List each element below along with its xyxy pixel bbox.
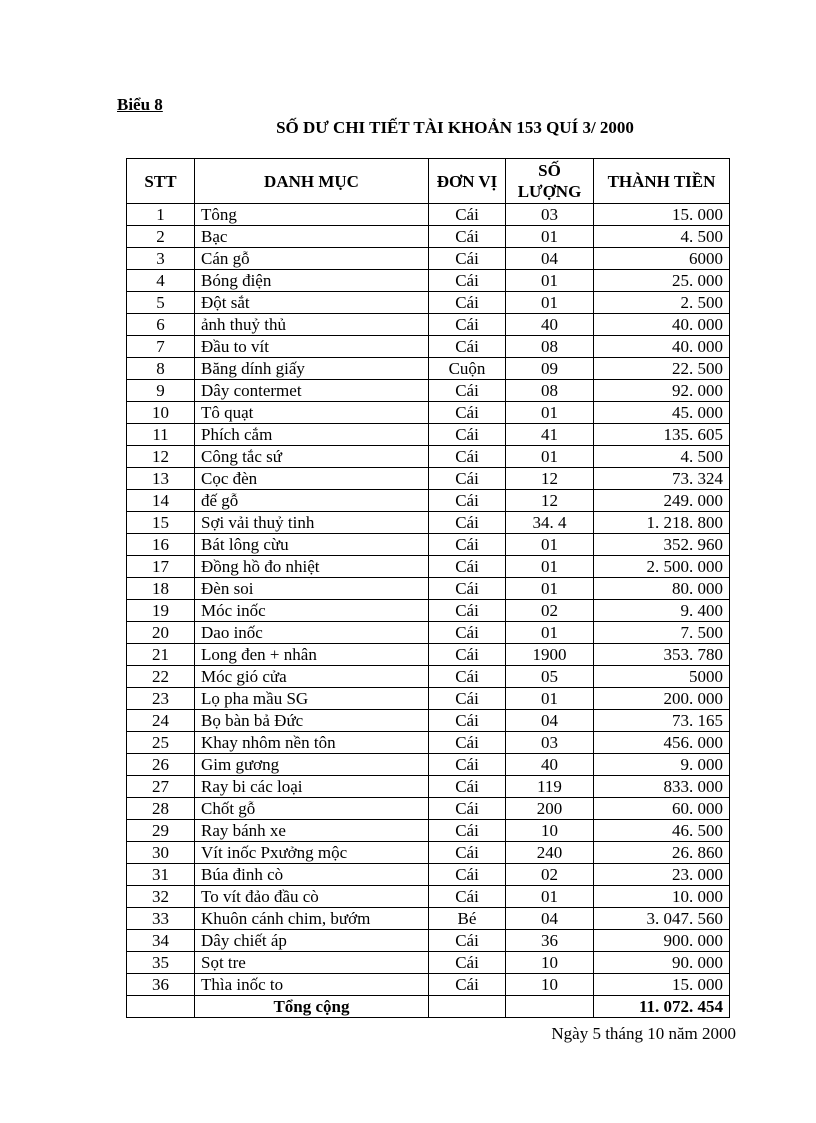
table-row: [127, 864, 730, 886]
row-thanh-tien: 22. 500: [594, 358, 730, 380]
row-danh-muc: Dây contermet: [195, 380, 429, 402]
row-so-luong: 04: [506, 908, 594, 930]
row-thanh-tien: 2. 500. 000: [594, 556, 730, 578]
total-empty-cell: [127, 996, 195, 1018]
row-stt: 28: [127, 798, 195, 820]
row-danh-muc: Gim gương: [195, 754, 429, 776]
row-stt: 26: [127, 754, 195, 776]
row-don-vi: Cái: [429, 578, 506, 600]
table-row: [127, 204, 730, 226]
row-danh-muc: Cọc đèn: [195, 468, 429, 490]
row-thanh-tien: 73. 165: [594, 710, 730, 732]
row-stt: 5: [127, 292, 195, 314]
row-don-vi: Cái: [429, 204, 506, 226]
row-stt: 22: [127, 666, 195, 688]
row-danh-muc: Lọ pha mầu SG: [195, 688, 429, 710]
table-row: [127, 732, 730, 754]
row-danh-muc: Cán gỗ: [195, 248, 429, 270]
table-row: [127, 248, 730, 270]
row-danh-muc: Móc inốc: [195, 600, 429, 622]
row-stt: 8: [127, 358, 195, 380]
row-thanh-tien: 25. 000: [594, 270, 730, 292]
row-so-luong: 04: [506, 248, 594, 270]
row-stt: 10: [127, 402, 195, 424]
total-value: 11. 072. 454: [594, 996, 730, 1018]
row-so-luong: 09: [506, 358, 594, 380]
table-row: [127, 644, 730, 666]
row-stt: 12: [127, 446, 195, 468]
header-so-luong: SỐ LƯỢNG: [506, 159, 594, 204]
total-label: Tổng cộng: [195, 996, 429, 1018]
row-don-vi: Cái: [429, 380, 506, 402]
table-row: [127, 820, 730, 842]
row-don-vi: Cái: [429, 710, 506, 732]
row-so-luong: 36: [506, 930, 594, 952]
row-don-vi: Cái: [429, 556, 506, 578]
row-don-vi: Cái: [429, 820, 506, 842]
table-row: [127, 468, 730, 490]
document-title: SỐ DƯ CHI TIẾT TÀI KHOẢN 153 QUÍ 3/ 2000: [276, 118, 634, 137]
header-danh-muc: DANH MỤC: [195, 159, 429, 204]
table-row: [127, 490, 730, 512]
row-stt: 1: [127, 204, 195, 226]
row-don-vi: Cái: [429, 534, 506, 556]
row-stt: 34: [127, 930, 195, 952]
row-danh-muc: Đột sắt: [195, 292, 429, 314]
row-danh-muc: Long đen + nhân: [195, 644, 429, 666]
row-stt: 30: [127, 842, 195, 864]
row-thanh-tien: 73. 324: [594, 468, 730, 490]
row-stt: 19: [127, 600, 195, 622]
row-thanh-tien: 40. 000: [594, 336, 730, 358]
row-so-luong: 05: [506, 666, 594, 688]
row-so-luong: 01: [506, 622, 594, 644]
row-stt: 4: [127, 270, 195, 292]
row-don-vi: Cái: [429, 864, 506, 886]
row-stt: 6: [127, 314, 195, 336]
table-row: [127, 798, 730, 820]
row-so-luong: 02: [506, 600, 594, 622]
row-thanh-tien: 10. 000: [594, 886, 730, 908]
table-row: [127, 710, 730, 732]
total-empty-cell: [429, 996, 506, 1018]
row-stt: 33: [127, 908, 195, 930]
row-so-luong: 01: [506, 688, 594, 710]
table-row: [127, 424, 730, 446]
row-don-vi: Cái: [429, 842, 506, 864]
table-row: [127, 402, 730, 424]
row-don-vi: Cái: [429, 270, 506, 292]
row-thanh-tien: 60. 000: [594, 798, 730, 820]
row-don-vi: Cuộn: [429, 358, 506, 380]
row-stt: 16: [127, 534, 195, 556]
row-don-vi: Cái: [429, 952, 506, 974]
row-so-luong: 12: [506, 490, 594, 512]
row-thanh-tien: 1. 218. 800: [594, 512, 730, 534]
row-thanh-tien: 833. 000: [594, 776, 730, 798]
row-don-vi: Cái: [429, 974, 506, 996]
form-label: Biểu 8: [117, 95, 163, 114]
table-row: [127, 974, 730, 996]
row-so-luong: 08: [506, 380, 594, 402]
row-thanh-tien: 6000: [594, 248, 730, 270]
table-row: [127, 886, 730, 908]
row-stt: 27: [127, 776, 195, 798]
row-thanh-tien: 353. 780: [594, 644, 730, 666]
row-danh-muc: Tông: [195, 204, 429, 226]
total-empty-cell: [506, 996, 594, 1018]
row-so-luong: 03: [506, 204, 594, 226]
row-thanh-tien: 7. 500: [594, 622, 730, 644]
row-don-vi: Cái: [429, 666, 506, 688]
header-stt: STT: [127, 159, 195, 204]
row-danh-muc: Vít inốc Pxưởng mộc: [195, 842, 429, 864]
row-thanh-tien: 4. 500: [594, 446, 730, 468]
row-stt: 32: [127, 886, 195, 908]
row-so-luong: 200: [506, 798, 594, 820]
row-danh-muc: ảnh thuỷ thủ: [195, 314, 429, 336]
row-stt: 23: [127, 688, 195, 710]
row-stt: 14: [127, 490, 195, 512]
row-so-luong: 10: [506, 952, 594, 974]
row-don-vi: Cái: [429, 798, 506, 820]
table-row: [127, 600, 730, 622]
row-don-vi: Cái: [429, 226, 506, 248]
row-danh-muc: Đồng hồ đo nhiệt: [195, 556, 429, 578]
row-thanh-tien: 3. 047. 560: [594, 908, 730, 930]
account-balance-table: [126, 158, 730, 1018]
row-stt: 35: [127, 952, 195, 974]
row-thanh-tien: 26. 860: [594, 842, 730, 864]
row-so-luong: 01: [506, 402, 594, 424]
row-stt: 3: [127, 248, 195, 270]
row-thanh-tien: 15. 000: [594, 204, 730, 226]
row-so-luong: 40: [506, 754, 594, 776]
row-danh-muc: Sọt tre: [195, 952, 429, 974]
row-don-vi: Cái: [429, 424, 506, 446]
row-don-vi: Cái: [429, 468, 506, 490]
row-danh-muc: Dây chiết áp: [195, 930, 429, 952]
table-row: [127, 380, 730, 402]
row-don-vi: Cái: [429, 600, 506, 622]
row-danh-muc: Khuôn cánh chim, bướm: [195, 908, 429, 930]
row-danh-muc: Bọ bàn bả Đức: [195, 710, 429, 732]
row-danh-muc: Bạc: [195, 226, 429, 248]
row-don-vi: Cái: [429, 446, 506, 468]
total-row: [127, 996, 730, 1018]
row-so-luong: 01: [506, 578, 594, 600]
row-stt: 11: [127, 424, 195, 446]
row-thanh-tien: 80. 000: [594, 578, 730, 600]
row-thanh-tien: 249. 000: [594, 490, 730, 512]
row-thanh-tien: 45. 000: [594, 402, 730, 424]
table-row: [127, 688, 730, 710]
row-danh-muc: Búa đinh cò: [195, 864, 429, 886]
row-so-luong: 08: [506, 336, 594, 358]
row-danh-muc: Bóng điện: [195, 270, 429, 292]
row-so-luong: 01: [506, 292, 594, 314]
row-so-luong: 01: [506, 446, 594, 468]
row-don-vi: Cái: [429, 314, 506, 336]
row-so-luong: 01: [506, 534, 594, 556]
row-stt: 25: [127, 732, 195, 754]
row-don-vi: Cái: [429, 490, 506, 512]
row-thanh-tien: 456. 000: [594, 732, 730, 754]
row-stt: 9: [127, 380, 195, 402]
row-don-vi: Cái: [429, 622, 506, 644]
row-danh-muc: Băng dính giấy: [195, 358, 429, 380]
table-row: [127, 446, 730, 468]
table-row: [127, 578, 730, 600]
row-stt: 7: [127, 336, 195, 358]
table-row: [127, 930, 730, 952]
table-row: [127, 952, 730, 974]
row-don-vi: Cái: [429, 292, 506, 314]
header-don-vi: ĐƠN VỊ: [429, 159, 506, 204]
row-so-luong: 01: [506, 556, 594, 578]
row-stt: 17: [127, 556, 195, 578]
row-so-luong: 04: [506, 710, 594, 732]
row-don-vi: Cái: [429, 930, 506, 952]
table-row: [127, 512, 730, 534]
row-don-vi: Bé: [429, 908, 506, 930]
row-thanh-tien: 90. 000: [594, 952, 730, 974]
row-thanh-tien: 15. 000: [594, 974, 730, 996]
row-so-luong: 01: [506, 886, 594, 908]
table-row: [127, 622, 730, 644]
row-stt: 2: [127, 226, 195, 248]
row-don-vi: Cái: [429, 248, 506, 270]
row-so-luong: 02: [506, 864, 594, 886]
row-stt: 24: [127, 710, 195, 732]
row-thanh-tien: 5000: [594, 666, 730, 688]
row-so-luong: 12: [506, 468, 594, 490]
row-stt: 29: [127, 820, 195, 842]
row-danh-muc: Phích cắm: [195, 424, 429, 446]
row-thanh-tien: 92. 000: [594, 380, 730, 402]
row-don-vi: Cái: [429, 732, 506, 754]
row-stt: 20: [127, 622, 195, 644]
row-danh-muc: Thìa inốc to: [195, 974, 429, 996]
row-danh-muc: Ray bánh xe: [195, 820, 429, 842]
row-danh-muc: đế gỗ: [195, 490, 429, 512]
row-danh-muc: Công tắc sứ: [195, 446, 429, 468]
row-don-vi: Cái: [429, 688, 506, 710]
table-row: [127, 666, 730, 688]
row-don-vi: Cái: [429, 402, 506, 424]
row-so-luong: 10: [506, 820, 594, 842]
row-stt: 36: [127, 974, 195, 996]
row-danh-muc: Chốt gỗ: [195, 798, 429, 820]
row-don-vi: Cái: [429, 336, 506, 358]
row-don-vi: Cái: [429, 644, 506, 666]
table-row: [127, 314, 730, 336]
table-row: [127, 336, 730, 358]
table-body: [127, 204, 730, 996]
row-thanh-tien: 2. 500: [594, 292, 730, 314]
table-row: [127, 226, 730, 248]
table-row: [127, 358, 730, 380]
row-thanh-tien: 9. 400: [594, 600, 730, 622]
row-danh-muc: Khay nhôm nền tôn: [195, 732, 429, 754]
row-danh-muc: Sợi vải thuỷ tinh: [195, 512, 429, 534]
row-thanh-tien: 4. 500: [594, 226, 730, 248]
row-don-vi: Cái: [429, 886, 506, 908]
row-thanh-tien: 40. 000: [594, 314, 730, 336]
row-danh-muc: Ray bi các loại: [195, 776, 429, 798]
row-so-luong: 03: [506, 732, 594, 754]
row-so-luong: 10: [506, 974, 594, 996]
table-row: [127, 292, 730, 314]
row-so-luong: 240: [506, 842, 594, 864]
row-stt: 18: [127, 578, 195, 600]
row-don-vi: Cái: [429, 512, 506, 534]
row-thanh-tien: 200. 000: [594, 688, 730, 710]
table-row: [127, 842, 730, 864]
row-danh-muc: Bát lông cừu: [195, 534, 429, 556]
row-so-luong: 40: [506, 314, 594, 336]
row-so-luong: 119: [506, 776, 594, 798]
row-thanh-tien: 23. 000: [594, 864, 730, 886]
row-don-vi: Cái: [429, 776, 506, 798]
table-row: [127, 754, 730, 776]
table-row: [127, 270, 730, 292]
row-thanh-tien: 135. 605: [594, 424, 730, 446]
row-danh-muc: Đầu to vít: [195, 336, 429, 358]
row-so-luong: 01: [506, 270, 594, 292]
table-row: [127, 556, 730, 578]
row-danh-muc: Tô quạt: [195, 402, 429, 424]
row-thanh-tien: 9. 000: [594, 754, 730, 776]
table-header-row: [127, 159, 730, 204]
row-stt: 21: [127, 644, 195, 666]
row-so-luong: 34. 4: [506, 512, 594, 534]
row-so-luong: 01: [506, 226, 594, 248]
row-so-luong: 1900: [506, 644, 594, 666]
row-danh-muc: Móc gió cửa: [195, 666, 429, 688]
row-thanh-tien: 900. 000: [594, 930, 730, 952]
row-stt: 15: [127, 512, 195, 534]
row-danh-muc: To vít đảo đầu cò: [195, 886, 429, 908]
table-row: [127, 776, 730, 798]
row-thanh-tien: 46. 500: [594, 820, 730, 842]
row-stt: 31: [127, 864, 195, 886]
table-row: [127, 534, 730, 556]
row-so-luong: 41: [506, 424, 594, 446]
table-row: [127, 908, 730, 930]
row-don-vi: Cái: [429, 754, 506, 776]
document-date: Ngày 5 tháng 10 năm 2000: [551, 1024, 736, 1043]
header-thanh-tien: THÀNH TIỀN: [594, 159, 730, 204]
row-danh-muc: Đèn soi: [195, 578, 429, 600]
row-thanh-tien: 352. 960: [594, 534, 730, 556]
row-stt: 13: [127, 468, 195, 490]
row-danh-muc: Dao inốc: [195, 622, 429, 644]
